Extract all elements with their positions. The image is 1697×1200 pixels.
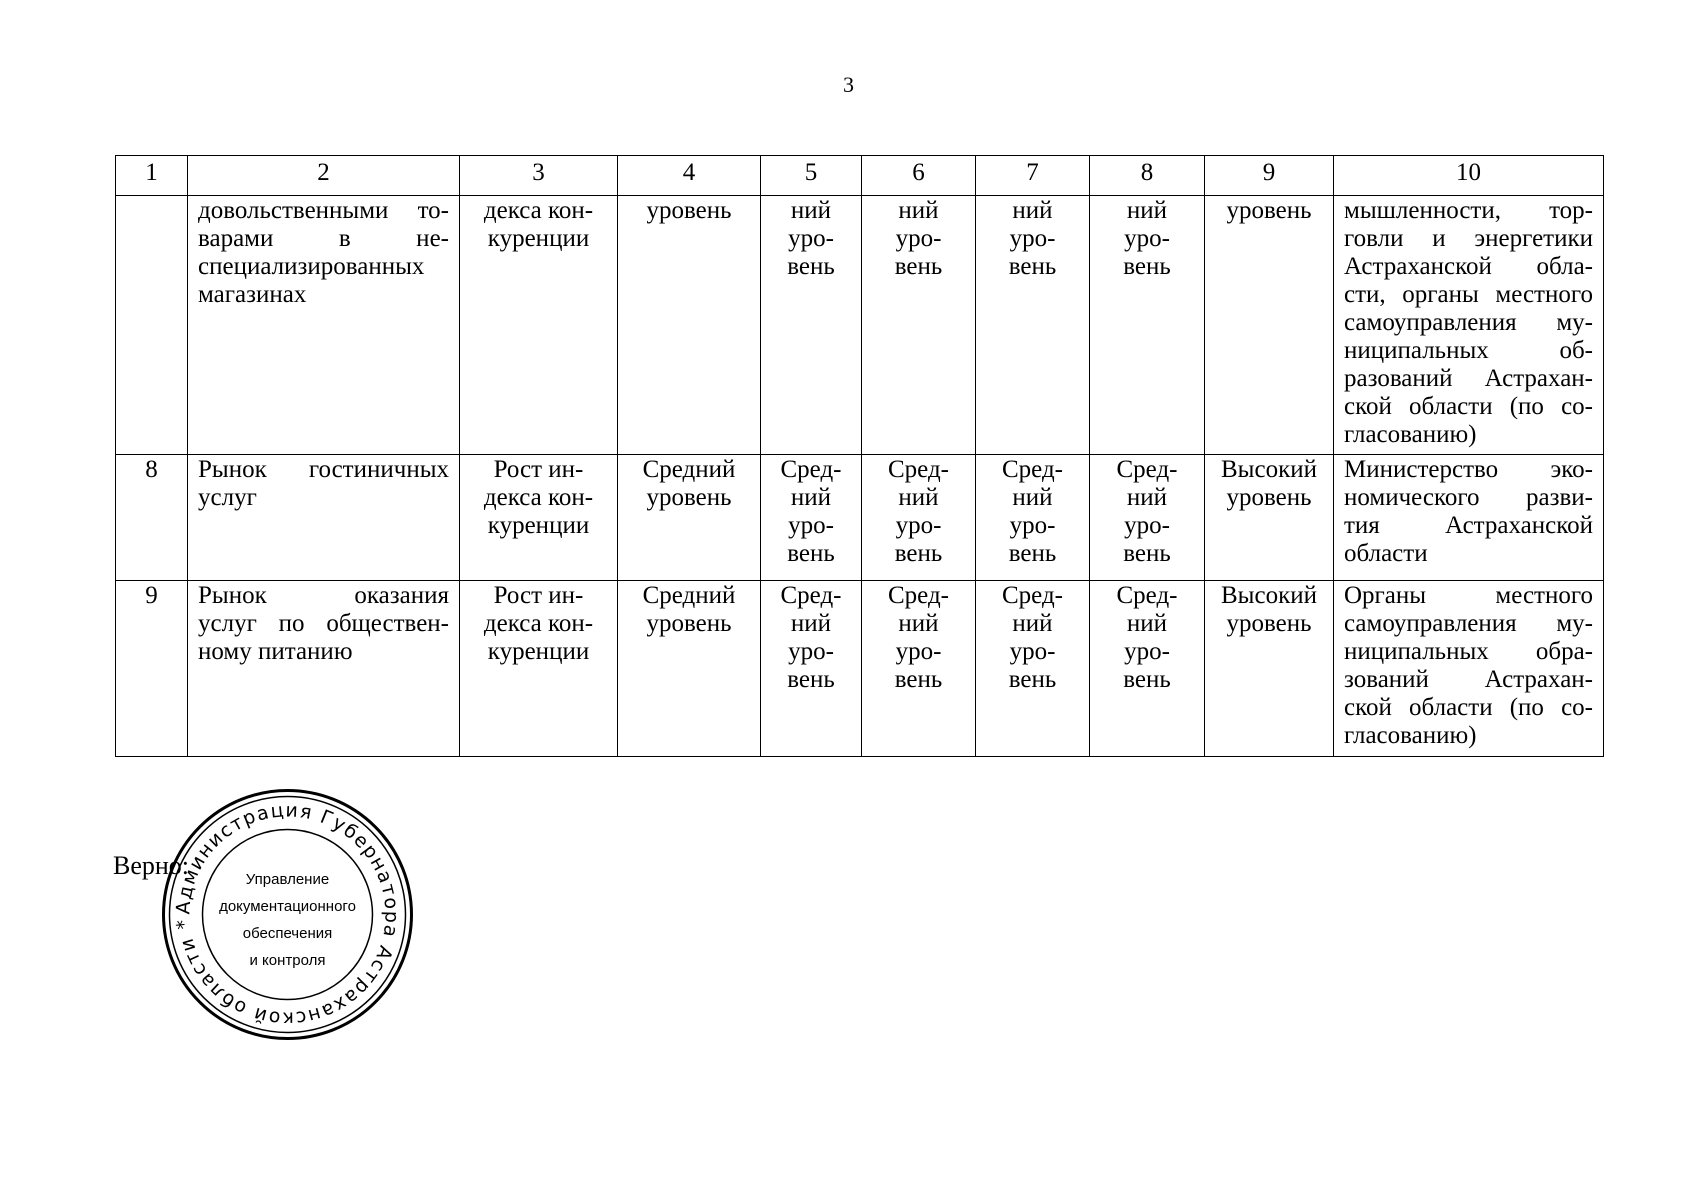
cell-line: номического разви- bbox=[1344, 484, 1593, 511]
competition-table bbox=[115, 155, 1604, 757]
level-cell-8 bbox=[1090, 196, 1205, 455]
cell-line: вень bbox=[894, 540, 943, 567]
header-cell: 7 bbox=[976, 156, 1090, 196]
row-number-cell bbox=[116, 196, 188, 455]
cell-line: уро- bbox=[788, 638, 834, 665]
responsible-cell bbox=[1334, 196, 1604, 455]
cell-line: Рост ин- bbox=[493, 582, 584, 609]
header-cell: 9 bbox=[1205, 156, 1334, 196]
table-row bbox=[116, 581, 1604, 757]
cell-line: уро- bbox=[1009, 638, 1056, 665]
cell-line: уро- bbox=[788, 512, 834, 539]
cell-line: Сред- bbox=[888, 456, 949, 483]
cell-line: Органы местного bbox=[1344, 582, 1593, 609]
level-cell-6 bbox=[862, 196, 976, 455]
cell-line: уро- bbox=[1124, 638, 1170, 665]
header-cell: 3 bbox=[460, 156, 618, 196]
seal-inner-line: документационного bbox=[219, 898, 356, 915]
cell-line: вень bbox=[787, 253, 835, 280]
cell-line: зований Астрахан- bbox=[1344, 666, 1593, 693]
market-cell bbox=[188, 455, 460, 581]
cell-line: гласованию) bbox=[1344, 421, 1477, 448]
cell-line: ний bbox=[898, 484, 939, 511]
cell-line: уро- bbox=[1009, 225, 1056, 252]
cell-line: ний bbox=[1012, 484, 1053, 511]
cell-line: уро- bbox=[895, 225, 942, 252]
cell-line: Сред- bbox=[780, 582, 842, 609]
cell-line: Рынок оказания bbox=[198, 582, 449, 609]
header-cell: 5 bbox=[761, 156, 862, 196]
cell-line: довольственными то- bbox=[198, 197, 449, 224]
level-cell-9 bbox=[1205, 455, 1334, 581]
cell-line: ний bbox=[790, 197, 832, 224]
cell-line: вень bbox=[1123, 540, 1171, 567]
indicator-cell bbox=[460, 196, 618, 455]
cell-line: ний bbox=[1126, 197, 1168, 224]
cell-line: декса кон- bbox=[483, 610, 594, 637]
cell-line: Сред- bbox=[780, 456, 842, 483]
level-cell-7 bbox=[976, 581, 1090, 757]
cell-line: декса кон- bbox=[483, 484, 594, 511]
responsible-cell bbox=[1334, 581, 1604, 757]
cell-line: области bbox=[1344, 540, 1428, 567]
cell-line: уровень bbox=[1226, 484, 1312, 511]
certified-label: Верно: bbox=[113, 851, 190, 880]
cell-line: ний bbox=[1012, 610, 1053, 637]
cell-line: вень bbox=[894, 253, 943, 280]
level-cell-8 bbox=[1090, 455, 1205, 581]
cell-line: ской области (по со- bbox=[1344, 694, 1593, 721]
cell-line: говли и энергетики bbox=[1344, 225, 1593, 252]
cell-line: вень bbox=[1123, 666, 1171, 693]
cell-line: уровень bbox=[1226, 197, 1312, 224]
table-row bbox=[116, 455, 1604, 581]
cell-line: уровень bbox=[646, 197, 732, 224]
cell-line: уро- bbox=[788, 225, 834, 252]
market-cell bbox=[188, 196, 460, 455]
seal-outer-text: Администрация Губернатора Астраханской области * bbox=[172, 799, 403, 1030]
cell-line: разований Астрахан- bbox=[1344, 365, 1593, 392]
cell-line: ний bbox=[790, 610, 832, 637]
level-cell-6 bbox=[862, 455, 976, 581]
level-cell-4 bbox=[618, 581, 761, 757]
cell-line: куренции bbox=[487, 512, 590, 539]
level-cell-7 bbox=[976, 196, 1090, 455]
cell-line: Сред- bbox=[1116, 582, 1178, 609]
cell-line: Рост ин- bbox=[493, 456, 584, 483]
cell-line: магазинах bbox=[198, 281, 307, 308]
cell-line: куренции bbox=[487, 225, 590, 252]
seal-inner-line: Управление bbox=[245, 871, 330, 888]
cell-line: Рынок гостиничных bbox=[198, 456, 449, 483]
cell-line: Высокий bbox=[1221, 456, 1317, 483]
cell-line: Высокий bbox=[1221, 582, 1317, 609]
market-cell bbox=[188, 581, 460, 757]
cell-line: ний bbox=[1012, 197, 1053, 224]
cell-line: Средний bbox=[642, 456, 736, 483]
cell-line: вень bbox=[1008, 666, 1057, 693]
table-header-row bbox=[116, 156, 1604, 196]
cell-line: самоуправления му- bbox=[1344, 309, 1593, 336]
header-cell: 4 bbox=[618, 156, 761, 196]
cell-line: услуг bbox=[198, 484, 257, 511]
cell-line: Сред- bbox=[888, 582, 949, 609]
cell-line: уровень bbox=[646, 610, 732, 637]
level-cell-8 bbox=[1090, 581, 1205, 757]
level-cell-9 bbox=[1205, 581, 1334, 757]
cell-line: вень bbox=[787, 666, 835, 693]
cell-line: Средний bbox=[642, 582, 736, 609]
cell-line: Сред- bbox=[1002, 582, 1063, 609]
cell-line: сти, органы местного bbox=[1344, 281, 1593, 308]
cell-line: уро- bbox=[895, 512, 942, 539]
cell-line: ний bbox=[898, 610, 939, 637]
row-number-cell: 9 bbox=[116, 581, 188, 757]
cell-line: вень bbox=[787, 540, 835, 567]
cell-line: ний bbox=[790, 484, 832, 511]
responsible-cell bbox=[1334, 455, 1604, 581]
cell-line: ниципальных обра- bbox=[1344, 638, 1593, 665]
cell-line: уро- bbox=[1124, 512, 1170, 539]
indicator-cell bbox=[460, 455, 618, 581]
cell-line: Астраханской обла- bbox=[1344, 253, 1593, 280]
indicator-cell bbox=[460, 581, 618, 757]
header-cell: 1 bbox=[116, 156, 188, 196]
cell-line: мышленности, тор- bbox=[1344, 197, 1593, 224]
cell-line: ний bbox=[1126, 484, 1168, 511]
cell-line: куренции bbox=[487, 638, 590, 665]
header-cell: 2 bbox=[188, 156, 460, 196]
cell-line: варами в не- bbox=[198, 225, 449, 252]
cell-line: ний bbox=[898, 197, 939, 224]
cell-line: Министерство эко- bbox=[1344, 456, 1593, 483]
level-cell-7 bbox=[976, 455, 1090, 581]
cell-line: вень bbox=[1123, 253, 1171, 280]
cell-line: уровень bbox=[646, 484, 732, 511]
level-cell-5 bbox=[761, 581, 862, 757]
level-cell-4 bbox=[618, 455, 761, 581]
cell-line: тия Астраханской bbox=[1344, 512, 1593, 539]
table-row bbox=[116, 196, 1604, 455]
header-cell: 8 bbox=[1090, 156, 1205, 196]
cell-line: ний bbox=[1126, 610, 1168, 637]
official-seal bbox=[160, 787, 415, 1042]
cell-line: специализированных bbox=[198, 253, 425, 280]
level-cell-9 bbox=[1205, 196, 1334, 455]
cell-line: уро- bbox=[1124, 225, 1170, 252]
cell-line: вень bbox=[894, 666, 943, 693]
level-cell-6 bbox=[862, 581, 976, 757]
cell-line: ской области (по со- bbox=[1344, 393, 1593, 420]
cell-line: вень bbox=[1008, 540, 1057, 567]
level-cell-5 bbox=[761, 196, 862, 455]
row-number-cell: 8 bbox=[116, 455, 188, 581]
level-cell-4 bbox=[618, 196, 761, 455]
header-cell: 6 bbox=[862, 156, 976, 196]
cell-line: самоуправления му- bbox=[1344, 610, 1593, 637]
cell-line: услуг по обществен- bbox=[198, 610, 449, 637]
cell-line: декса кон- bbox=[483, 197, 594, 224]
seal-inner-line: обеспечения bbox=[242, 925, 333, 942]
cell-line: вень bbox=[1008, 253, 1057, 280]
level-cell-5 bbox=[761, 455, 862, 581]
cell-line: уровень bbox=[1226, 610, 1312, 637]
page-number: 3 bbox=[843, 72, 854, 97]
header-cell: 10 bbox=[1334, 156, 1604, 196]
cell-line: ному питанию bbox=[198, 638, 353, 665]
seal-inner-line: и контроля bbox=[249, 952, 326, 969]
cell-line: уро- bbox=[1009, 512, 1056, 539]
cell-line: гласованию) bbox=[1344, 722, 1477, 749]
cell-line: Сред- bbox=[1116, 456, 1178, 483]
cell-line: ниципальных об- bbox=[1344, 337, 1593, 364]
cell-line: Сред- bbox=[1002, 456, 1063, 483]
cell-line: уро- bbox=[895, 638, 942, 665]
